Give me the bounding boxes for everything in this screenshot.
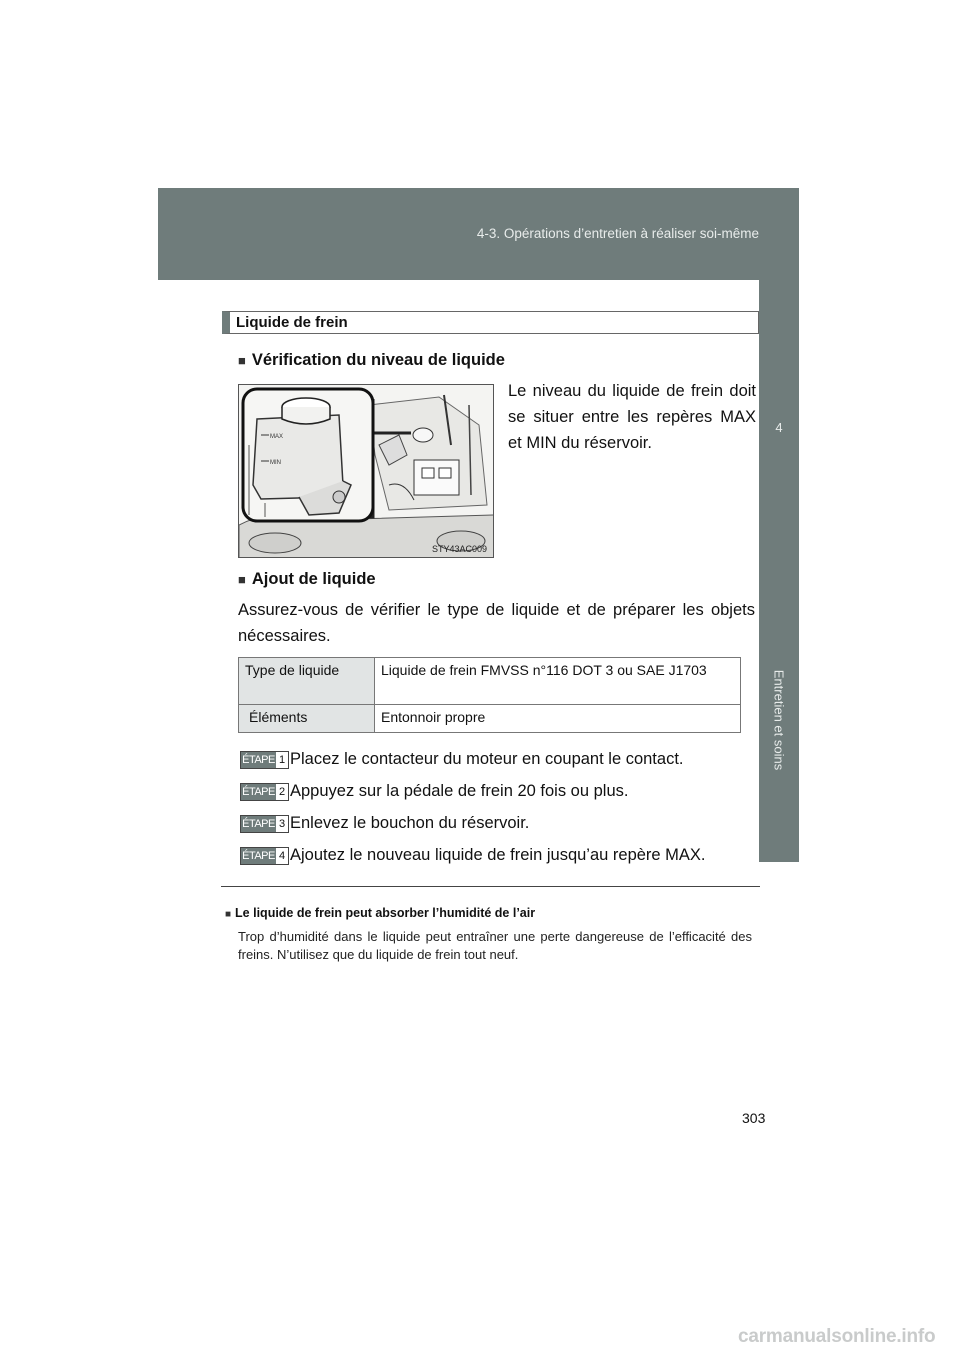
step-3	[240, 814, 529, 833]
step-badge: ÉTAPE 4	[240, 847, 289, 865]
table-key: Éléments	[239, 705, 375, 733]
check-heading-text: Vérification du niveau de liquide	[251, 351, 505, 369]
step-2	[240, 782, 628, 801]
step-text: Enlevez le bouchon du réservoir.	[290, 814, 530, 832]
step-text: Ajoutez le nouveau liquide de frein jusqu’au repère MAX.	[290, 846, 706, 864]
step-1	[240, 750, 684, 769]
step-text: Appuyez sur la pédale de frein 20 fois ou plus.	[290, 782, 629, 800]
note-text: Trop d’humidité dans le liquide peut entraîner une perte dangereuse de l’efficacité des freins. N’utilisez que du liquide de frein tout neuf.	[238, 929, 752, 962]
fluid-spec-table	[238, 657, 741, 733]
header-band	[158, 188, 799, 280]
add-text: Assurez-vous de vérifier le type de liquide et de préparer les objets nécessaires.	[238, 601, 755, 645]
add-heading-text: Ajout de liquide	[251, 570, 376, 588]
chapter-side-tab	[759, 280, 799, 862]
illustration-code: STY43AC009	[431, 544, 487, 554]
table-value: Entonnoir propre	[375, 705, 741, 733]
page-number: 303	[742, 1110, 766, 1126]
section-title-bar	[222, 311, 759, 334]
square-bullet-icon: ■	[238, 572, 246, 587]
chapter-number: 4	[775, 420, 783, 435]
step-badge: ÉTAPE 2	[240, 783, 289, 801]
note-heading-text: Le liquide de frein peut absorber l’humidité de l’air	[235, 906, 536, 920]
step-badge: ÉTAPE 1	[240, 751, 289, 769]
check-heading	[238, 351, 505, 370]
watermark: carmanualsonline.info	[738, 1326, 936, 1347]
add-heading	[238, 570, 376, 589]
step-badge: ÉTAPE 3	[240, 815, 289, 833]
step-4	[240, 846, 706, 865]
chapter-label: Entretien et soins	[771, 669, 787, 771]
table-row	[239, 658, 741, 705]
step-text: Placez le contacteur du moteur en coupant le contact.	[290, 750, 684, 768]
divider	[221, 886, 760, 887]
table-value: Liquide de frein FMVSS n°116 DOT 3 ou SAE J1703	[375, 658, 741, 705]
table-key: Type de liquide	[239, 658, 375, 705]
section-title: Liquide de frein	[236, 314, 348, 331]
brake-reservoir-illustration	[238, 384, 494, 558]
square-bullet-icon: ■	[238, 353, 246, 368]
note-heading	[225, 906, 535, 920]
engine-bay-drawing	[239, 385, 494, 558]
square-bullet-icon: ■	[225, 909, 232, 920]
breadcrumb: 4-3. Opérations d’entretien à réaliser soi-même	[476, 226, 759, 241]
max-mark: MAX	[270, 434, 284, 440]
check-text: Le niveau du liquide de frein doit se situer entre les repères MAX et MIN du réservoir.	[508, 382, 756, 452]
table-row	[239, 705, 741, 733]
min-mark: MIN	[270, 460, 281, 466]
